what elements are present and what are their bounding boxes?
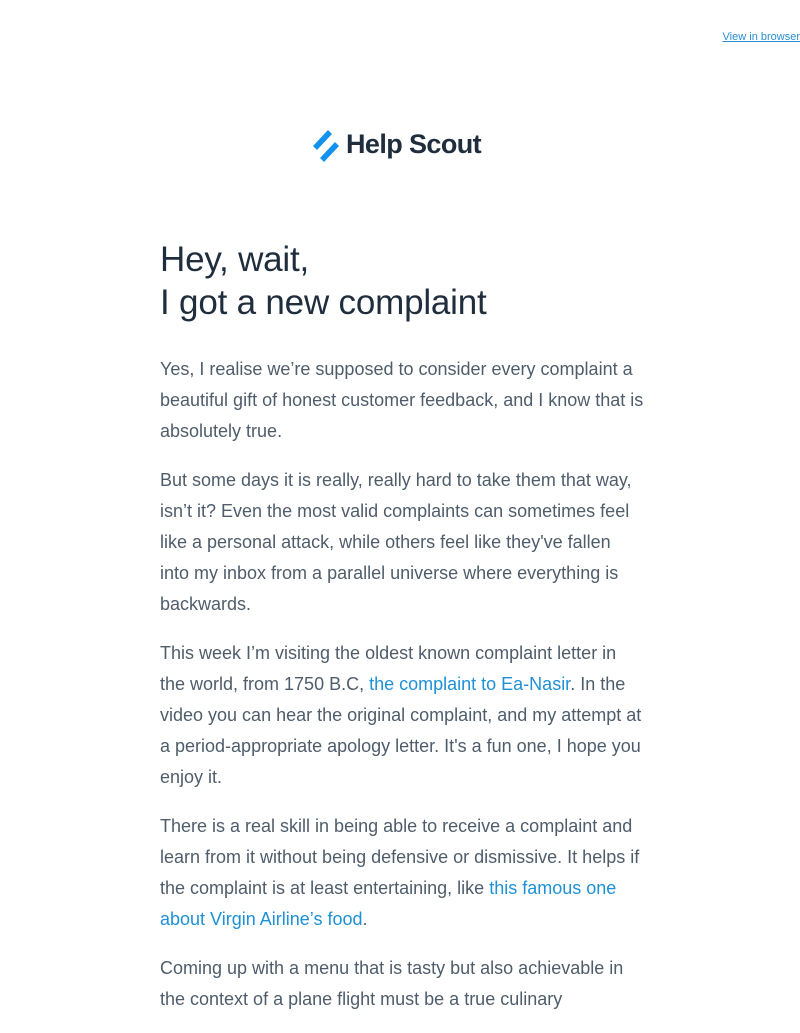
help-scout-logo-icon bbox=[310, 126, 342, 162]
paragraph-5: Coming up with a menu that is tasty but also achievable in the context of a plane flight must be a true culinary bbox=[160, 958, 624, 1009]
title-line-1: Hey, wait, bbox=[160, 240, 310, 279]
logo-wordmark: Help Scout bbox=[346, 128, 482, 159]
paragraph-4-text-after: . bbox=[362, 909, 368, 929]
virgin-airline-food-link[interactable]: this famous one about Virgin Airline’s food bbox=[160, 878, 617, 929]
email-body bbox=[160, 238, 644, 1033]
paragraph-2: But some days it is really, really hard to take them that way, isn’t it? Even the most valid complaints can sometimes feel like a personal attack, while others feel like they've fallen into my inbox from a parallel universe where everything is backwards. bbox=[160, 470, 632, 614]
paragraph-1: Yes, I realise we’re supposed to consider every complaint a beautiful gift of honest customer feedback, and I know that is absolutely true. bbox=[160, 359, 644, 441]
paragraph-4 bbox=[160, 811, 644, 935]
title-line-2: I got a new complaint bbox=[160, 283, 487, 322]
paragraph-3 bbox=[160, 638, 644, 793]
paragraph-3-text-before: This week I’m visiting the oldest known complaint letter in the world, from 1750 B.C, bbox=[160, 643, 617, 694]
help-scout-logo[interactable] bbox=[310, 125, 492, 163]
article-title bbox=[160, 238, 644, 324]
view-in-browser-link[interactable]: View in browser bbox=[722, 31, 800, 43]
ea-nasir-complaint-link[interactable]: the complaint to Ea-Nasir bbox=[369, 674, 571, 694]
paragraph-3-text-after: . In the video you can hear the original complaint, and my attempt at a period-appropriate apology letter. It's a fun one, I hope you enjoy it. bbox=[160, 674, 642, 787]
paragraph-4-text-before: There is a real skill in being able to receive a complaint and learn from it without being defensive or dismissive. It helps if the complaint is at least entertaining, like bbox=[160, 816, 640, 898]
